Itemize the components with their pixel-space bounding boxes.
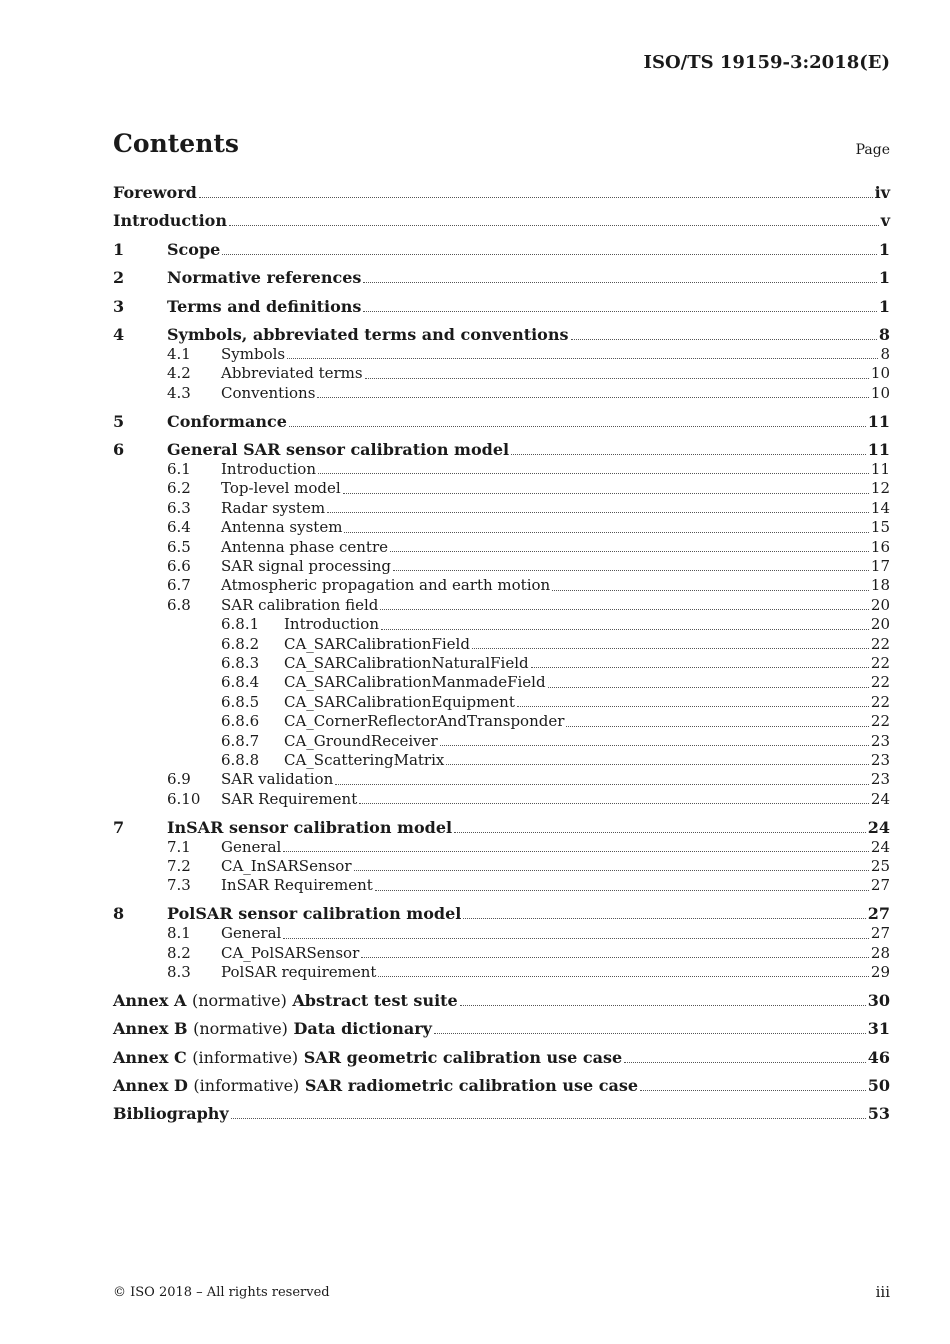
- toc-entry[interactable]: [113, 876, 890, 895]
- toc-entry-page: 20: [870, 615, 890, 634]
- toc-entry-number: 7.2: [167, 857, 191, 876]
- toc-entry-title: Normative references: [167, 268, 362, 288]
- document-id: ISO/TS 19159-3:2018(E): [643, 52, 890, 73]
- toc-entry-number: 8.3: [167, 963, 191, 982]
- toc-entry-number: 6.8.7: [221, 731, 260, 750]
- dot-leader: [354, 869, 869, 871]
- toc-entry-title: Radar system: [221, 498, 326, 517]
- toc-entry-page: 10: [870, 383, 890, 402]
- toc-entry-number: 4.2: [167, 364, 191, 383]
- toc-entry[interactable]: [113, 751, 890, 770]
- toc-entry-number: 6.5: [167, 537, 191, 556]
- toc-entry-title: Terms and definitions: [167, 296, 362, 316]
- toc-entry-page: v: [880, 211, 890, 231]
- dot-leader: [463, 917, 865, 919]
- toc-entry-title: InSAR Requirement: [221, 876, 373, 895]
- toc-entry-page: 50: [867, 1076, 890, 1096]
- toc-entry[interactable]: [113, 1104, 890, 1124]
- toc-entry-page: 22: [870, 712, 890, 731]
- toc-entry-number: 1: [113, 239, 125, 259]
- toc-entry[interactable]: [113, 818, 890, 838]
- toc-entry-number: 6: [113, 439, 125, 459]
- toc-entry-page: 24: [867, 817, 890, 837]
- dot-leader: [571, 338, 877, 340]
- toc-entry-title: [113, 1048, 622, 1068]
- toc-entry[interactable]: [113, 944, 890, 963]
- toc-entry-page: 20: [870, 595, 890, 614]
- toc-entry[interactable]: [113, 615, 890, 634]
- toc-entry-number: 8.2: [167, 943, 191, 962]
- toc-entry-number: 6.1: [167, 459, 191, 478]
- toc-entry[interactable]: [113, 857, 890, 876]
- dot-leader: [363, 281, 876, 283]
- toc-entry-page: 8: [878, 324, 890, 344]
- dot-leader: [440, 744, 869, 746]
- toc-entry-page: 27: [870, 924, 890, 943]
- toc-entry[interactable]: [113, 635, 890, 654]
- toc-entry-title: General: [221, 924, 282, 943]
- toc-entry-number: 4.1: [167, 344, 191, 363]
- toc-entry-page: 30: [867, 990, 890, 1010]
- toc-entry[interactable]: [113, 770, 890, 789]
- dot-leader: [446, 763, 869, 765]
- toc-entry-page: 22: [870, 673, 890, 692]
- page-column-label: Page: [855, 142, 890, 158]
- toc-entry-title: CA_SARCalibrationField: [284, 634, 470, 653]
- dot-leader: [380, 608, 869, 610]
- table-of-contents: [113, 183, 890, 1124]
- annex-label: Annex C: [113, 1047, 187, 1067]
- toc-entry-page: 31: [867, 1019, 890, 1039]
- toc-entry[interactable]: [113, 240, 890, 260]
- toc-entry[interactable]: [113, 460, 890, 479]
- toc-entry[interactable]: [113, 991, 890, 1011]
- toc-entry-title: [113, 1019, 432, 1039]
- dot-leader: [640, 1089, 866, 1091]
- toc-entry-number: 5: [113, 411, 125, 431]
- dot-leader: [289, 425, 866, 427]
- toc-entry[interactable]: [113, 557, 890, 576]
- toc-entry-page: iv: [874, 183, 890, 202]
- toc-entry-number: 6.8: [167, 595, 191, 614]
- toc-entry-page: 11: [867, 411, 890, 431]
- toc-entry[interactable]: [113, 654, 890, 673]
- toc-entry-title: Introduction: [221, 459, 316, 478]
- dot-leader: [375, 889, 869, 891]
- toc-entry-title: Conventions: [221, 383, 316, 402]
- toc-entry-number: 6.8.6: [221, 712, 260, 731]
- toc-entry-title: Introduction: [113, 211, 227, 231]
- toc-entry[interactable]: [113, 479, 890, 498]
- annex-label: Annex B: [113, 1019, 188, 1039]
- toc-entry-page: 27: [870, 876, 890, 895]
- toc-entry-page: 24: [870, 837, 890, 856]
- toc-entry[interactable]: [113, 732, 890, 751]
- toc-entry[interactable]: [113, 596, 890, 615]
- toc-entry-number: 6.3: [167, 498, 191, 517]
- toc-entry-number: 8: [113, 904, 125, 924]
- toc-entry-number: 4: [113, 324, 125, 344]
- toc-entry-title: CA_SARCalibrationManmadeField: [284, 673, 546, 692]
- toc-entry[interactable]: [113, 297, 890, 317]
- toc-entry-page: 11: [867, 439, 890, 459]
- toc-entry-title: CA_SARCalibrationEquipment: [284, 692, 515, 711]
- toc-entry[interactable]: [113, 576, 890, 595]
- annex-title: SAR radiometric calibration use case: [304, 1076, 639, 1096]
- toc-entry[interactable]: [113, 712, 890, 731]
- toc-entry[interactable]: [113, 518, 890, 537]
- dot-leader: [363, 310, 876, 312]
- toc-entry-page: 28: [870, 943, 890, 962]
- dot-leader: [517, 705, 869, 707]
- dot-leader: [283, 937, 869, 939]
- toc-entry-title: SAR calibration field: [221, 595, 379, 614]
- toc-entry-number: 6.7: [167, 576, 191, 595]
- toc-entry-number: 8.1: [167, 924, 191, 943]
- dot-leader: [548, 686, 869, 688]
- toc-entry-title: [113, 991, 458, 1011]
- annex-title: Data dictionary: [293, 1019, 432, 1039]
- toc-entry[interactable]: [113, 963, 890, 982]
- toc-entry-number: 6.8.5: [221, 692, 260, 711]
- toc-entry-title: Antenna phase centre: [221, 537, 388, 556]
- annex-type: (normative): [193, 1019, 288, 1039]
- toc-entry-title: Symbols: [221, 344, 286, 363]
- toc-entry-title: General: [221, 837, 282, 856]
- toc-entry-page: 10: [870, 364, 890, 383]
- toc-entry[interactable]: [113, 412, 890, 432]
- toc-entry-page: 1: [878, 239, 890, 259]
- toc-entry-page: 22: [870, 692, 890, 711]
- toc-entry-title: CA_SARCalibrationNaturalField: [284, 654, 529, 673]
- toc-entry-page: 18: [870, 576, 890, 595]
- toc-entry[interactable]: [113, 1076, 890, 1096]
- toc-entry-title: CA_PolSARSensor: [221, 943, 360, 962]
- toc-entry-title: PolSAR requirement: [221, 963, 377, 982]
- dot-leader: [283, 850, 869, 852]
- toc-entry-number: 6.8.1: [221, 615, 260, 634]
- toc-entry-page: 17: [870, 556, 890, 575]
- toc-entry-page: 24: [870, 789, 890, 808]
- toc-entry[interactable]: [113, 440, 890, 460]
- toc-entry-title: CA_InSARSensor: [221, 857, 352, 876]
- toc-entry-page: 1: [878, 268, 890, 288]
- toc-entry-page: 46: [867, 1047, 890, 1067]
- toc-entry-title: Scope: [167, 239, 221, 259]
- dot-leader: [361, 956, 869, 958]
- dot-leader: [317, 396, 869, 398]
- toc-entry-title: SAR validation: [221, 770, 334, 789]
- dot-leader: [624, 1061, 866, 1063]
- toc-entry-number: 6.2: [167, 479, 191, 498]
- toc-entry-page: 23: [870, 770, 890, 789]
- toc-entry-title: General SAR sensor calibration model: [167, 439, 510, 459]
- toc-entry-page: 29: [870, 963, 890, 982]
- toc-entry[interactable]: [113, 924, 890, 943]
- toc-entry[interactable]: [113, 211, 890, 231]
- toc-entry-number: 6.8.2: [221, 634, 260, 653]
- annex-title: Abstract test suite: [292, 990, 458, 1010]
- toc-entry[interactable]: [113, 268, 890, 288]
- dot-leader: [287, 357, 878, 359]
- toc-entry-page: 12: [870, 479, 890, 498]
- dot-leader: [199, 196, 873, 198]
- toc-entry-number: 7.1: [167, 837, 191, 856]
- toc-entry-number: 7: [113, 817, 125, 837]
- toc-entry-page: 22: [870, 654, 890, 673]
- dot-leader: [365, 377, 869, 379]
- toc-entry-title: Abbreviated terms: [221, 364, 363, 383]
- dot-leader: [434, 1032, 866, 1034]
- toc-entry-title: InSAR sensor calibration model: [167, 817, 453, 837]
- toc-entry-number: 6.6: [167, 556, 191, 575]
- toc-entry-page: 14: [870, 498, 890, 517]
- toc-entry-page: 16: [870, 537, 890, 556]
- dot-leader: [511, 453, 866, 455]
- toc-entry-page: 8: [880, 344, 890, 363]
- dot-leader: [344, 531, 868, 533]
- toc-entry[interactable]: [113, 838, 890, 857]
- toc-entry[interactable]: [113, 1048, 890, 1068]
- toc-entry-title: Foreword: [113, 183, 197, 202]
- page-number: iii: [875, 1283, 890, 1301]
- toc-entry-title: CA_GroundReceiver: [284, 731, 438, 750]
- toc-entry-page: 15: [870, 518, 890, 537]
- toc-entry-title: [113, 1076, 638, 1096]
- dot-leader: [335, 783, 869, 785]
- toc-entry-page: 1: [878, 296, 890, 316]
- toc-entry[interactable]: [113, 673, 890, 692]
- toc-entry-title: CA_ScatteringMatrix: [284, 751, 445, 770]
- dot-leader: [472, 647, 869, 649]
- toc-entry[interactable]: [113, 538, 890, 557]
- annex-type: (normative): [191, 990, 287, 1010]
- toc-entry-number: 6.4: [167, 518, 191, 537]
- toc-entry-number: 6.8.3: [221, 654, 260, 673]
- toc-entry-page: 27: [867, 904, 890, 924]
- annex-type: (informative): [193, 1076, 300, 1096]
- dot-leader: [222, 253, 877, 255]
- toc-entry-page: 11: [870, 459, 890, 478]
- toc-entry-title: SAR Requirement: [221, 789, 358, 808]
- toc-entry[interactable]: [113, 325, 890, 345]
- toc-entry-number: 4.3: [167, 383, 191, 402]
- dot-leader: [229, 224, 879, 226]
- toc-entry-title: CA_CornerReflectorAndTransponder: [284, 712, 565, 731]
- toc-entry-page: 25: [870, 857, 890, 876]
- annex-label: Annex D: [113, 1076, 188, 1096]
- dot-leader: [231, 1117, 866, 1119]
- toc-entry-title: Introduction: [284, 615, 379, 634]
- toc-entry-page: 22: [870, 634, 890, 653]
- toc-entry[interactable]: [113, 384, 890, 403]
- toc-entry-title: PolSAR sensor calibration model: [167, 904, 462, 924]
- toc-entry-number: 6.10: [167, 789, 201, 808]
- toc-entry-title: Top-level model: [221, 479, 341, 498]
- toc-entry-number: 6.8.8: [221, 751, 260, 770]
- dot-leader: [454, 831, 866, 833]
- toc-entry-page: 23: [870, 731, 890, 750]
- page-title: Contents: [113, 129, 240, 158]
- dot-leader: [552, 589, 869, 591]
- annex-label: Annex A: [113, 990, 187, 1010]
- toc-entry-title: Bibliography: [113, 1104, 229, 1124]
- dot-leader: [390, 550, 869, 552]
- toc-entry[interactable]: [113, 693, 890, 712]
- toc-entry-title: SAR signal processing: [221, 556, 391, 575]
- toc-entry-number: 3: [113, 296, 125, 316]
- copyright-notice: © ISO 2018 – All rights reserved: [113, 1285, 330, 1300]
- dot-leader: [381, 628, 869, 630]
- toc-entry[interactable]: [113, 499, 890, 518]
- dot-leader: [393, 569, 869, 571]
- toc-entry-number: 6.9: [167, 770, 191, 789]
- dot-leader: [566, 725, 869, 727]
- annex-type: (informative): [192, 1047, 299, 1067]
- dot-leader: [327, 511, 869, 513]
- toc-entry-title: Atmospheric propagation and earth motion: [221, 576, 551, 595]
- annex-title: SAR geometric calibration use case: [303, 1047, 623, 1067]
- toc-entry-number: 7.3: [167, 876, 191, 895]
- dot-leader: [378, 975, 868, 977]
- toc-entry[interactable]: [113, 364, 890, 383]
- dot-leader: [460, 1004, 866, 1006]
- dot-leader: [343, 492, 869, 494]
- dot-leader: [359, 802, 869, 804]
- toc-entry[interactable]: [113, 904, 890, 924]
- toc-entry-number: 2: [113, 268, 125, 288]
- toc-entry-page: 23: [870, 751, 890, 770]
- toc-entry[interactable]: [113, 183, 890, 203]
- toc-entry-title: Symbols, abbreviated terms and conventions: [167, 324, 569, 344]
- dot-leader: [318, 472, 869, 474]
- dot-leader: [531, 666, 869, 668]
- toc-entry-title: Conformance: [167, 411, 287, 431]
- toc-entry[interactable]: [113, 345, 890, 364]
- toc-entry-number: 6.8.4: [221, 673, 260, 692]
- toc-entry[interactable]: [113, 790, 890, 809]
- toc-entry-page: 53: [867, 1104, 890, 1124]
- toc-entry[interactable]: [113, 1019, 890, 1039]
- toc-entry-title: Antenna system: [221, 518, 343, 537]
